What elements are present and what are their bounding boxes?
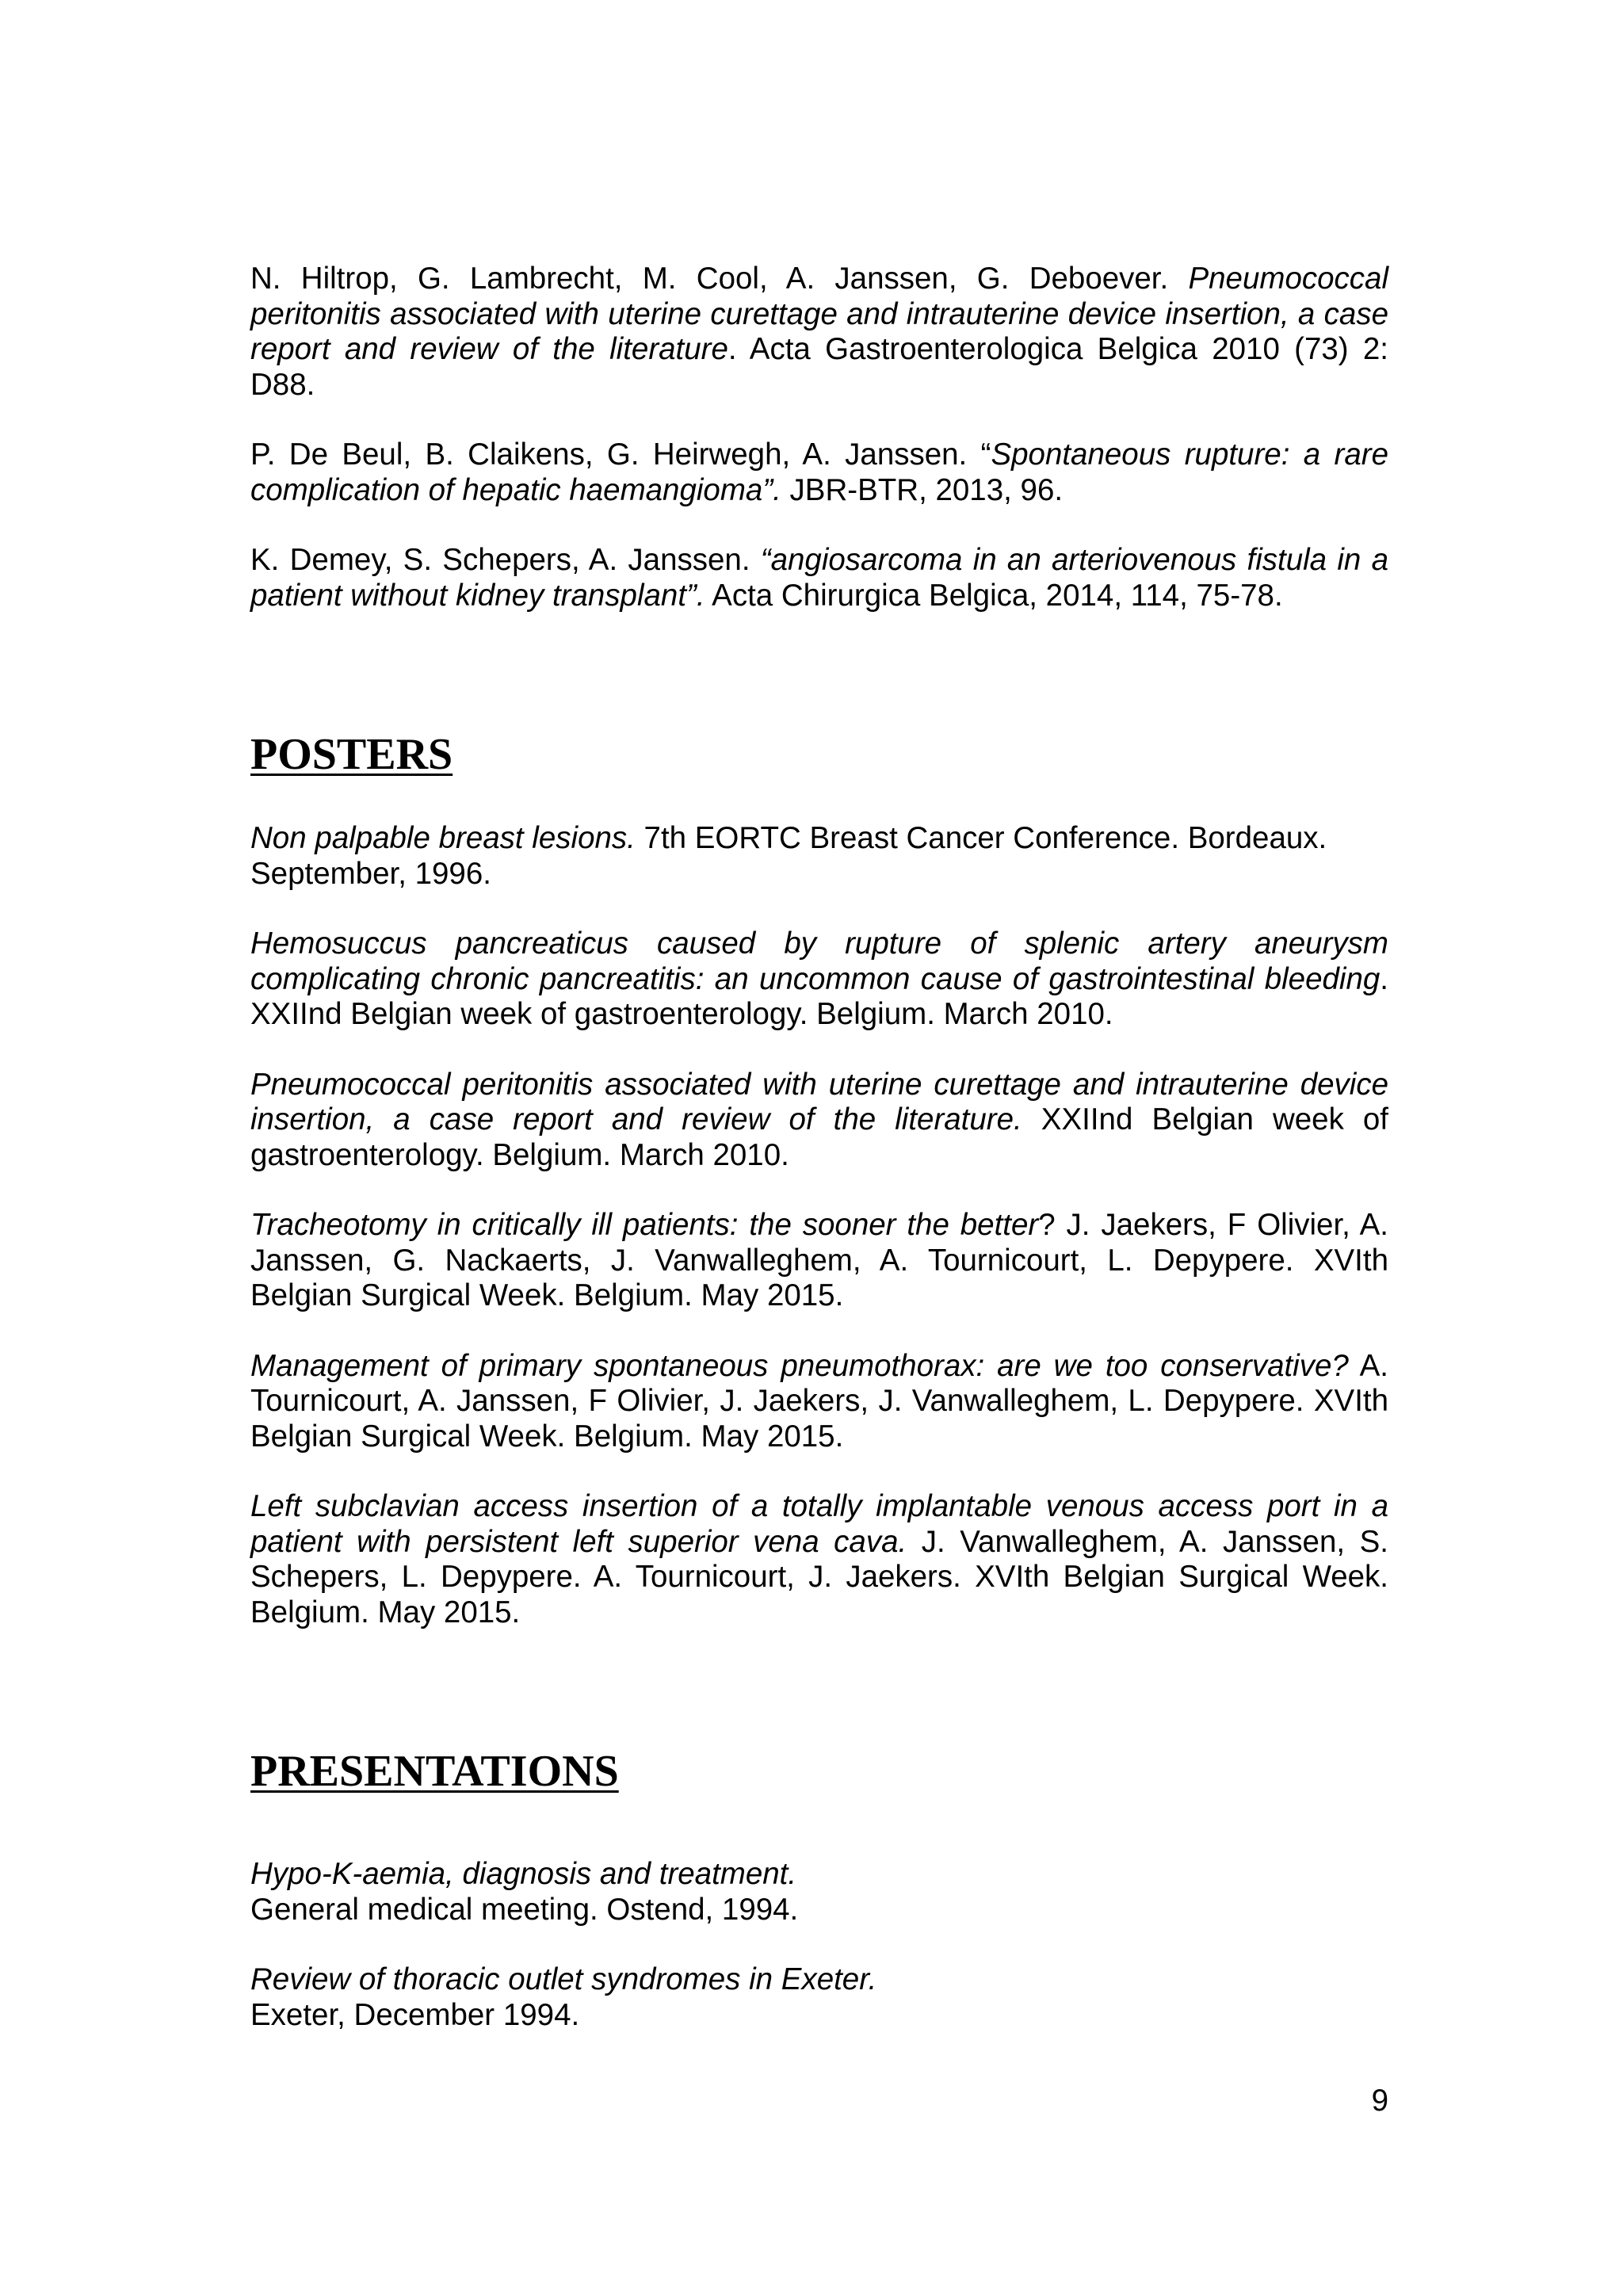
poster-entry <box>250 1208 1388 1314</box>
publication-title: Pneumococcal peritonitis associated with uterine curettage and intrauterine device insertion, a case report and review of the literature <box>250 262 1388 366</box>
publication-authors: P. De Beul, B. Claikens, G. Heirwegh, A. Janssen. “ <box>250 437 991 472</box>
publication-entry <box>250 262 1388 403</box>
publication-title: “angiosarcoma in an arteriovenous fistula in a patient without kidney transplant”. <box>250 543 1388 613</box>
posters-heading: POSTERS <box>250 730 453 779</box>
presentation-details: General medical meeting. Ostend, 1994. <box>250 1892 799 1927</box>
publication-source: JBR-BTR, 2013, 96. <box>781 472 1064 507</box>
poster-entry <box>250 926 1388 1033</box>
presentation-details: Exeter, December 1994. <box>250 1997 580 2032</box>
publication-source: . Acta Gastroenterologica Belgica 2010 (73) 2: D88. <box>250 332 1389 402</box>
presentation-entry <box>250 1962 1388 2033</box>
presentation-entry <box>250 1857 1388 1927</box>
poster-entry <box>250 1349 1388 1455</box>
page-content <box>250 262 1388 2033</box>
poster-details: ? J. Jaekers, F Olivier, A. Janssen, G. Nackaerts, J. Vanwalleghem, A. Tournicourt, L. Depypere. XVIth Belgian Surgical Week. Belgium. May 2015. <box>250 1208 1388 1312</box>
page-number: 9 <box>1371 2084 1388 2118</box>
poster-details: . XXIInd Belgian week of gastroenterology. Belgium. March 2010. <box>250 961 1388 1031</box>
poster-title: Pneumococcal peritonitis associated with uterine curettage and intrauterine device insertion, a case report and review of the literature. <box>250 1067 1388 1137</box>
presentations-heading: PRESENTATIONS <box>250 1747 619 1796</box>
poster-title: Left subclavian access insertion of a totally implantable venous access port in a patient with persistent left superior vena cava. <box>250 1489 1388 1559</box>
publication-source: Acta Chirurgica Belgica, 2014, 114, 75-78. <box>705 578 1283 613</box>
poster-title: Tracheotomy in critically ill patients: the sooner the better <box>250 1208 1039 1242</box>
poster-details: 7th EORTC Breast Cancer Conference. Bordeaux. September, 1996. <box>250 821 1327 891</box>
poster-entry <box>250 1489 1388 1630</box>
poster-details: XXIInd Belgian week of gastroenterology. Belgium. March 2010. <box>250 1102 1389 1172</box>
poster-title: Hemosuccus pancreaticus caused by rupture of splenic artery aneurysm complicating chronic pancreatitis: an uncommon cause of gastrointestinal bleeding <box>250 926 1388 996</box>
poster-details: A. Tournicourt, A. Janssen, F Olivier, J. Jaekers, J. Vanwalleghem, L. Depypere. XVIth Belgian Surgical Week. Belgium. May 2015. <box>250 1348 1388 1454</box>
presentation-title: Hypo-K-aemia, diagnosis and treatment. <box>250 1857 797 1891</box>
presentation-title: Review of thoracic outlet syndromes in Exeter. <box>250 1962 877 1996</box>
publication-entry <box>250 437 1388 508</box>
poster-entry <box>250 1068 1388 1174</box>
poster-title: Non palpable breast lesions. <box>250 821 636 855</box>
publication-authors: N. Hiltrop, G. Lambrecht, M. Cool, A. Janssen, G. Deboever. <box>250 262 1189 296</box>
poster-details: J. Vanwalleghem, A. Janssen, S. Schepers, L. Depypere. A. Tournicourt, J. Jaekers. XVIth Belgian Surgical Week. Belgium. May 2015. <box>250 1524 1388 1629</box>
publication-authors: K. Demey, S. Schepers, A. Janssen. <box>250 543 761 577</box>
poster-title: Management of primary spontaneous pneumothorax: are we too conservative? <box>250 1348 1349 1383</box>
poster-entry <box>250 821 1388 892</box>
publication-entry <box>250 543 1388 613</box>
publication-title: Spontaneous rupture: a rare complication of hepatic haemangioma”. <box>250 437 1388 507</box>
